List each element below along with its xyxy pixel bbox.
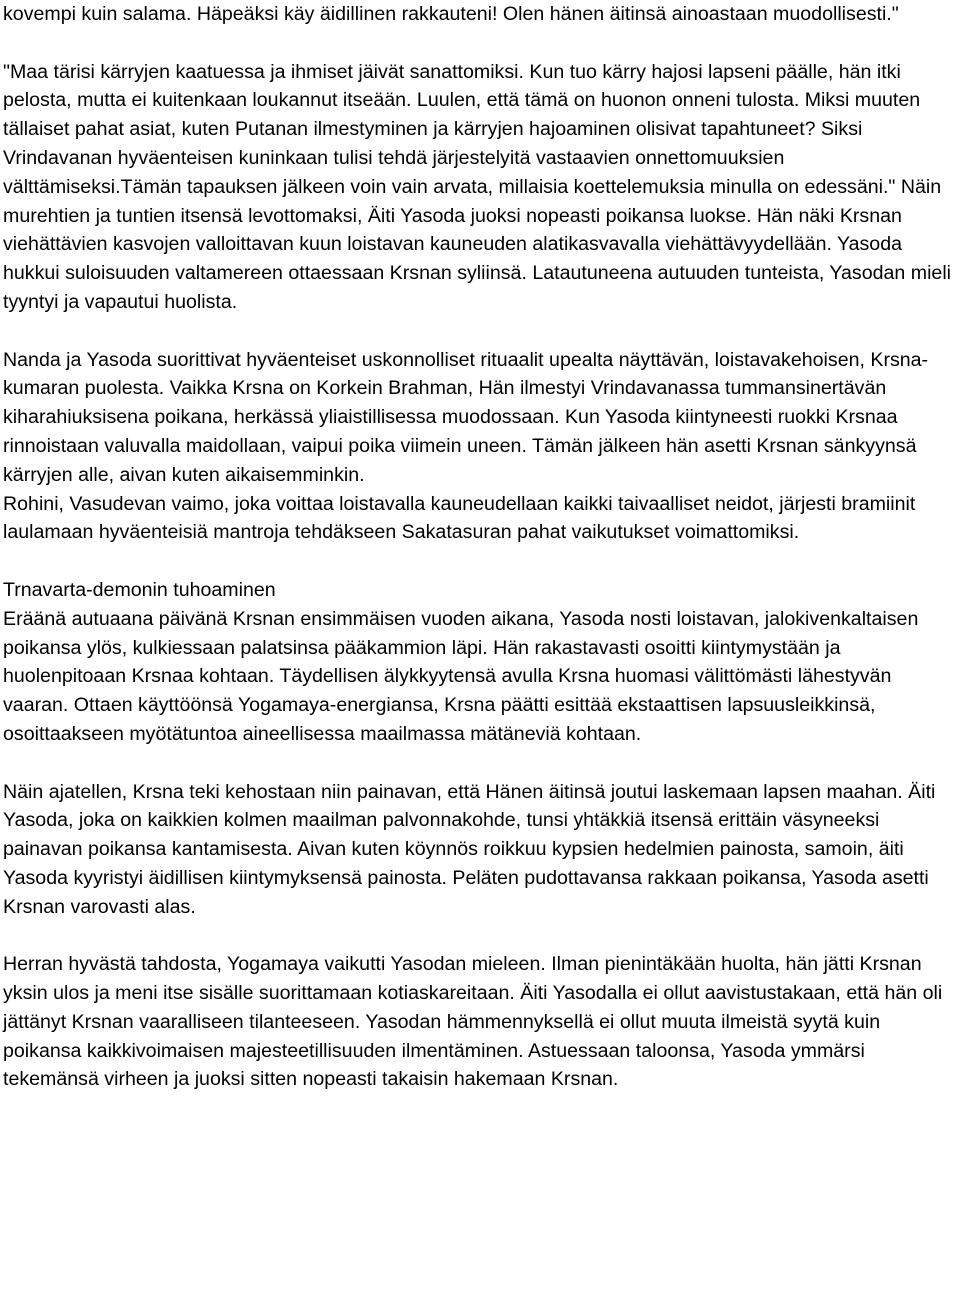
paragraph-2: "Maa tärisi kärryjen kaatuessa ja ihmiset jäivät sanattomiksi. Kun tuo kärry hajosi lapseni päälle, hän itki pelosta, mutta ei kuitenkaan loukannut itseään. Luulen, että tämä on huonon onneni tulosta. Miksi muuten tällaiset pahat asiat, kuten Putanan ilmestyminen ja kärryjen hajoaminen olisivat tapahtuneet? Siksi Vrindavanan hyväenteisen kuninkaan tulisi tehdä järjestelyitä vastaavien onnettomuuksien välttämiseksi.Tämän tapauksen jälkeen voin vain arvata, millaisia koettelemuksia minulla on edessäni." Näin murehtien ja tuntien itsensä levottomaksi, Äiti Yasoda juoksi nopeasti poikansa luokse. Hän näki Krsnan viehättävien kasvojen valloittavan kuun loistavan kauneuden alatikasvavalla viehättävyydellään. Yasoda hukkui suloisuuden valtamereen ottaessaan Krsnan syliinsä. Latautuneena autuuden tunteista, Yasodan mieli tyyntyi ja vapautui huolista. [3, 60, 952, 313]
paragraph-spacer [3, 317, 958, 346]
document-page [3, 0, 958, 1094]
paragraph-spacer [3, 547, 958, 576]
paragraph-spacer [3, 749, 958, 778]
paragraph-7: Herran hyvästä tahdosta, Yogamaya vaikutti Yasodan mieleen. Ilman pienintäkään huolta, hän jätti Krsnan yksin ulos ja meni itse sisälle suorittamaan kotiaskareitaan. Äiti Yasodalla ei ollut aavistustakaan, että hän oli jättänyt Krsnan vaaralliseen tilanteeseen. Yasodan hämmennyksellä ei ollut muuta ilmeistä syytä kuin poikansa kaikkivoimaisen majesteetillisuuden ilmentäminen. Astuessaan taloonsa, Yasoda ymmärsi tekemänsä virheen ja juoksi sitten nopeasti takaisin hakemaan Krsnan. [3, 953, 943, 1091]
paragraph-3: Nanda ja Yasoda suorittivat hyväenteiset uskonnolliset rituaalit upealta näyttävän, loistavakehoisen, Krsna-kumaran puolesta. Vaikka Krsna on Korkein Brahman, Hän ilmestyi Vrindavanassa tummansinertävän kiharahiuksisena poikana, herkässä yliaistillisessa muodossaan. Kun Yasoda kiintyneesti ruokki Krsnaa rinnoistaan valuvalla maidollaan, vaipui poika viimein uneen. Tämän jälkeen hän asetti Krsnan sänkyynsä kärryjen alle, aivan kuten aikaisemminkin. [3, 348, 929, 486]
paragraph-spacer [3, 29, 958, 58]
paragraph-1: kovempi kuin salama. Häpeäksi käy äidillinen rakkauteni! Olen hänen äitinsä ainoastaan muodollisesti." [3, 3, 899, 25]
paragraph-6: Näin ajatellen, Krsna teki kehostaan niin painavan, että Hänen äitinsä joutui laskemaan lapsen maahan. Äiti Yasoda, joka on kaikkien kolmen maailman palvonnakohde, tunsi yhtäkkiä itsensä erittäin väsyneeksi painavan poikansa kantamisesta. Aivan kuten köynnös roikkuu kypsien hedelmien painosta, samoin, äiti Yasoda kyyristyi äidillisen kiintymyksensä painosta. Peläten pudottavansa rakkaan poikansa, Yasoda asetti Krsnan varovasti alas. [3, 780, 936, 918]
paragraph-4: Rohini, Vasudevan vaimo, joka voittaa loistavalla kauneudellaan kaikki taivaalliset neidot, järjesti bramiinit laulamaan hyväenteisiä mantroja tehdäkseen Sakatasuran pahat vaikutukset voimattomiksi. [3, 492, 916, 544]
section-heading: Trnavarta-demonin tuhoaminen [3, 578, 276, 601]
paragraph-5: Eräänä autuaana päivänä Krsnan ensimmäisen vuoden aikana, Yasoda nosti loistavan, jalokivenkaltaisen poikansa ylös, kulkiessaan palatsinsa pääkammion läpi. Hän rakastavasti osoitti kiintymystään ja huolenpitoaan Krsnaa kohtaan. Täydellisen älykkyytensä avulla Krsna huomasi välittömästi lähestyvän vaaran. Ottaen käyttöönsä Yogamaya-energiansa, Krsna päätti esittää ekstaattisen lapsuusleikkinsä, osoittaakseen myötätuntoa aineellisessa maailmassa mätäneviä kohtaan. [3, 607, 919, 745]
paragraph-spacer [3, 922, 958, 951]
